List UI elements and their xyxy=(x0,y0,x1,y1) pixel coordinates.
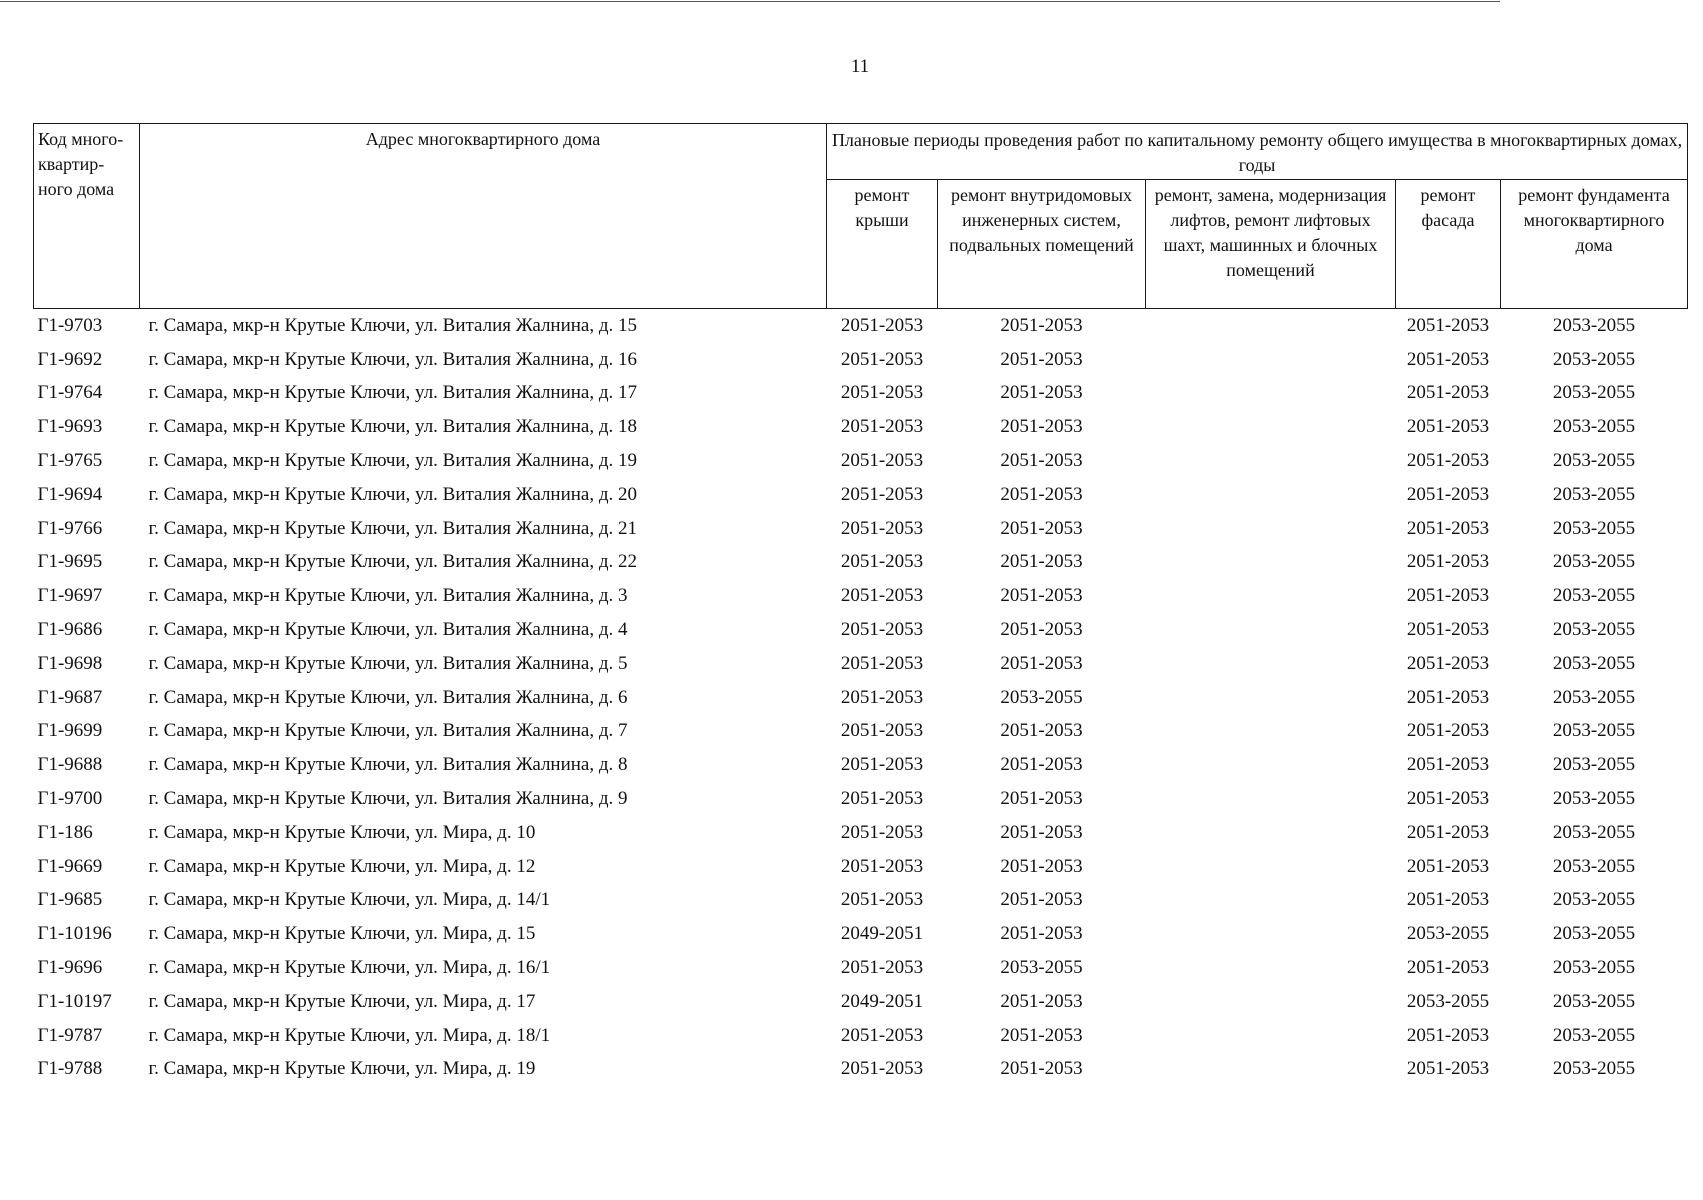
cell-roof: 2051-2053 xyxy=(840,855,924,877)
cell-address: г. Самара, мкр-н Крутые Ключи, ул. Виталия Жалнина, д. 19 xyxy=(148,450,638,472)
cell-foundation: 2053-2055 xyxy=(1552,923,1636,945)
table-row xyxy=(34,748,1688,782)
cell-facade: 2051-2053 xyxy=(1406,551,1490,573)
header-address: Адрес многоквартирного дома xyxy=(140,124,827,309)
table-row xyxy=(34,512,1688,546)
cell-code: Г1-9766 xyxy=(37,517,103,539)
cell-roof: 2051-2053 xyxy=(840,585,924,607)
cell-address: г. Самара, мкр-н Крутые Ключи, ул. Мира, д. 12 xyxy=(148,855,536,877)
cell-foundation: 2053-2055 xyxy=(1552,619,1636,641)
table-header xyxy=(34,124,1688,309)
cell-engineering: 2051-2053 xyxy=(1000,1024,1083,1046)
cell-facade: 2051-2053 xyxy=(1406,788,1490,810)
header-facade: ремонт фасада xyxy=(1396,180,1501,309)
cell-roof: 2051-2053 xyxy=(840,619,924,641)
cell-engineering: 2053-2055 xyxy=(1000,686,1083,708)
cell-elevators xyxy=(1146,444,1396,478)
cell-elevators xyxy=(1146,377,1396,411)
cell-code: Г1-9698 xyxy=(37,652,103,674)
cell-foundation: 2053-2055 xyxy=(1552,348,1636,370)
cell-facade: 2051-2053 xyxy=(1406,652,1490,674)
cell-code: Г1-9788 xyxy=(37,1058,103,1080)
cell-roof: 2051-2053 xyxy=(840,416,924,438)
header-elevators: ремонт, замена, модернизация лифтов, ремонт лифтовых шахт, машинных и блочных помещений xyxy=(1146,180,1396,309)
cell-engineering: 2051-2053 xyxy=(1000,990,1083,1012)
cell-address: г. Самара, мкр-н Крутые Ключи, ул. Виталия Жалнина, д. 4 xyxy=(148,619,628,641)
page-number: 11 xyxy=(850,56,870,77)
cell-address: г. Самара, мкр-н Крутые Ключи, ул. Виталия Жалнина, д. 17 xyxy=(148,382,638,404)
cell-foundation: 2053-2055 xyxy=(1552,517,1636,539)
cell-foundation: 2053-2055 xyxy=(1552,314,1636,336)
cell-foundation: 2053-2055 xyxy=(1552,416,1636,438)
cell-engineering: 2051-2053 xyxy=(1000,788,1083,810)
cell-facade: 2051-2053 xyxy=(1406,1058,1490,1080)
cell-foundation: 2053-2055 xyxy=(1552,1058,1636,1080)
table-row xyxy=(34,1019,1688,1053)
cell-code: Г1-9700 xyxy=(37,788,103,810)
cell-address: г. Самара, мкр-н Крутые Ключи, ул. Виталия Жалнина, д. 6 xyxy=(148,686,628,708)
cell-elevators xyxy=(1146,343,1396,377)
cell-code: Г1-9765 xyxy=(37,450,103,472)
repair-schedule-table xyxy=(33,123,1688,1086)
cell-foundation: 2053-2055 xyxy=(1552,551,1636,573)
table-body xyxy=(34,309,1688,1087)
cell-foundation: 2053-2055 xyxy=(1552,686,1636,708)
table-row xyxy=(34,647,1688,681)
cell-roof: 2051-2053 xyxy=(840,450,924,472)
cell-address: г. Самара, мкр-н Крутые Ключи, ул. Виталия Жалнина, д. 9 xyxy=(148,788,628,810)
cell-roof: 2051-2053 xyxy=(840,551,924,573)
cell-code: Г1-9787 xyxy=(37,1024,103,1046)
cell-elevators xyxy=(1146,884,1396,918)
cell-code: Г1-9699 xyxy=(37,720,103,742)
table-row xyxy=(34,377,1688,411)
cell-engineering: 2051-2053 xyxy=(1000,483,1083,505)
cell-facade: 2051-2053 xyxy=(1406,720,1490,742)
cell-code: Г1-9688 xyxy=(37,754,103,776)
cell-facade: 2051-2053 xyxy=(1406,619,1490,641)
cell-foundation: 2053-2055 xyxy=(1552,483,1636,505)
table-row xyxy=(34,951,1688,985)
table-row xyxy=(34,1053,1688,1087)
cell-elevators xyxy=(1146,816,1396,850)
table-row xyxy=(34,782,1688,816)
table-row xyxy=(34,884,1688,918)
cell-roof: 2051-2053 xyxy=(840,889,924,911)
cell-engineering: 2051-2053 xyxy=(1000,720,1083,742)
cell-address: г. Самара, мкр-н Крутые Ключи, ул. Виталия Жалнина, д. 5 xyxy=(148,652,628,674)
cell-elevators xyxy=(1146,850,1396,884)
cell-engineering: 2051-2053 xyxy=(1000,314,1083,336)
top-rule xyxy=(0,1,1500,2)
cell-engineering: 2053-2055 xyxy=(1000,957,1083,979)
cell-code: Г1-9696 xyxy=(37,957,103,979)
cell-foundation: 2053-2055 xyxy=(1552,754,1636,776)
cell-engineering: 2051-2053 xyxy=(1000,450,1083,472)
table-row xyxy=(34,579,1688,613)
cell-facade: 2051-2053 xyxy=(1406,416,1490,438)
cell-code: Г1-9694 xyxy=(37,483,103,505)
cell-foundation: 2053-2055 xyxy=(1552,821,1636,843)
cell-code: Г1-9697 xyxy=(37,585,103,607)
header-row-top xyxy=(34,124,1688,180)
header-roof: ремонт крыши xyxy=(827,180,938,309)
cell-roof: 2051-2053 xyxy=(840,652,924,674)
cell-engineering: 2051-2053 xyxy=(1000,416,1083,438)
cell-elevators xyxy=(1146,951,1396,985)
cell-address: г. Самара, мкр-н Крутые Ключи, ул. Виталия Жалнина, д. 22 xyxy=(148,551,638,573)
cell-foundation: 2053-2055 xyxy=(1552,382,1636,404)
cell-code: Г1-9687 xyxy=(37,686,103,708)
cell-elevators xyxy=(1146,681,1396,715)
cell-engineering: 2051-2053 xyxy=(1000,1058,1083,1080)
cell-facade: 2053-2055 xyxy=(1406,923,1490,945)
cell-roof: 2051-2053 xyxy=(840,517,924,539)
cell-foundation: 2053-2055 xyxy=(1552,720,1636,742)
cell-address: г. Самара, мкр-н Крутые Ключи, ул. Виталия Жалнина, д. 3 xyxy=(148,585,628,607)
cell-facade: 2051-2053 xyxy=(1406,821,1490,843)
cell-elevators xyxy=(1146,546,1396,580)
cell-facade: 2051-2053 xyxy=(1406,483,1490,505)
table-row xyxy=(34,309,1688,343)
cell-roof: 2051-2053 xyxy=(840,1024,924,1046)
table-row xyxy=(34,985,1688,1019)
cell-foundation: 2053-2055 xyxy=(1552,855,1636,877)
cell-foundation: 2053-2055 xyxy=(1552,652,1636,674)
table-row xyxy=(34,850,1688,884)
cell-foundation: 2053-2055 xyxy=(1552,957,1636,979)
cell-address: г. Самара, мкр-н Крутые Ключи, ул. Мира, д. 18/1 xyxy=(148,1024,551,1046)
cell-facade: 2051-2053 xyxy=(1406,450,1490,472)
cell-address: г. Самара, мкр-н Крутые Ключи, ул. Виталия Жалнина, д. 20 xyxy=(148,483,638,505)
cell-roof: 2051-2053 xyxy=(840,1058,924,1080)
cell-address: г. Самара, мкр-н Крутые Ключи, ул. Мира, д. 16/1 xyxy=(148,957,551,979)
cell-address: г. Самара, мкр-н Крутые Ключи, ул. Виталия Жалнина, д. 16 xyxy=(148,348,638,370)
cell-elevators xyxy=(1146,985,1396,1019)
cell-engineering: 2051-2053 xyxy=(1000,821,1083,843)
cell-code: Г1-9693 xyxy=(37,416,103,438)
cell-elevators xyxy=(1146,478,1396,512)
cell-roof: 2051-2053 xyxy=(840,686,924,708)
table-row xyxy=(34,715,1688,749)
table-row xyxy=(34,613,1688,647)
cell-roof: 2051-2053 xyxy=(840,314,924,336)
cell-facade: 2051-2053 xyxy=(1406,1024,1490,1046)
cell-facade: 2051-2053 xyxy=(1406,889,1490,911)
cell-roof: 2051-2053 xyxy=(840,821,924,843)
cell-roof: 2051-2053 xyxy=(840,754,924,776)
cell-facade: 2051-2053 xyxy=(1406,686,1490,708)
table-row xyxy=(34,444,1688,478)
cell-address: г. Самара, мкр-н Крутые Ключи, ул. Виталия Жалнина, д. 21 xyxy=(148,517,638,539)
cell-address: г. Самара, мкр-н Крутые Ключи, ул. Мира, д. 15 xyxy=(148,923,536,945)
cell-foundation: 2053-2055 xyxy=(1552,450,1636,472)
cell-code: Г1-9686 xyxy=(37,619,103,641)
cell-elevators xyxy=(1146,1053,1396,1087)
cell-engineering: 2051-2053 xyxy=(1000,585,1083,607)
cell-elevators xyxy=(1146,917,1396,951)
table-row xyxy=(34,410,1688,444)
cell-code: Г1-9685 xyxy=(37,889,103,911)
cell-engineering: 2051-2053 xyxy=(1000,652,1083,674)
cell-code: Г1-9669 xyxy=(37,855,103,877)
table-row xyxy=(34,917,1688,951)
header-foundation: ремонт фундамента многоквартирного дома xyxy=(1501,180,1688,309)
cell-engineering: 2051-2053 xyxy=(1000,551,1083,573)
cell-roof: 2051-2053 xyxy=(840,788,924,810)
table-row xyxy=(34,816,1688,850)
cell-facade: 2051-2053 xyxy=(1406,585,1490,607)
cell-address: г. Самара, мкр-н Крутые Ключи, ул. Виталия Жалнина, д. 8 xyxy=(148,754,628,776)
header-planned-periods: Плановые периоды проведения работ по капитальному ремонту общего имущества в многоквартирных домах, годы xyxy=(827,124,1688,180)
cell-facade: 2053-2055 xyxy=(1406,990,1490,1012)
cell-code: Г1-10197 xyxy=(37,990,112,1012)
cell-address: г. Самара, мкр-н Крутые Ключи, ул. Виталия Жалнина, д. 15 xyxy=(148,314,638,336)
table-row xyxy=(34,343,1688,377)
cell-engineering: 2051-2053 xyxy=(1000,889,1083,911)
cell-elevators xyxy=(1146,410,1396,444)
cell-elevators xyxy=(1146,715,1396,749)
table-row xyxy=(34,681,1688,715)
cell-roof: 2051-2053 xyxy=(840,382,924,404)
cell-address: г. Самара, мкр-н Крутые Ключи, ул. Виталия Жалнина, д. 18 xyxy=(148,416,638,438)
cell-code: Г1-9703 xyxy=(37,314,103,336)
cell-facade: 2051-2053 xyxy=(1406,957,1490,979)
cell-elevators xyxy=(1146,782,1396,816)
cell-roof: 2049-2051 xyxy=(840,923,924,945)
cell-address: г. Самара, мкр-н Крутые Ключи, ул. Виталия Жалнина, д. 7 xyxy=(148,720,628,742)
cell-facade: 2051-2053 xyxy=(1406,382,1490,404)
cell-roof: 2051-2053 xyxy=(840,348,924,370)
cell-code: Г1-9695 xyxy=(37,551,103,573)
cell-roof: 2051-2053 xyxy=(840,720,924,742)
cell-elevators xyxy=(1146,1019,1396,1053)
cell-facade: 2051-2053 xyxy=(1406,348,1490,370)
cell-code: Г1-10196 xyxy=(37,923,112,945)
table-row xyxy=(34,546,1688,580)
cell-elevators xyxy=(1146,647,1396,681)
cell-address: г. Самара, мкр-н Крутые Ключи, ул. Мира, д. 19 xyxy=(148,1058,536,1080)
cell-facade: 2051-2053 xyxy=(1406,517,1490,539)
cell-facade: 2051-2053 xyxy=(1406,314,1490,336)
cell-foundation: 2053-2055 xyxy=(1552,1024,1636,1046)
cell-roof: 2049-2051 xyxy=(840,990,924,1012)
cell-foundation: 2053-2055 xyxy=(1552,788,1636,810)
cell-foundation: 2053-2055 xyxy=(1552,990,1636,1012)
cell-address: г. Самара, мкр-н Крутые Ключи, ул. Мира, д. 17 xyxy=(148,990,536,1012)
cell-address: г. Самара, мкр-н Крутые Ключи, ул. Мира, д. 14/1 xyxy=(148,889,551,911)
cell-code: Г1-186 xyxy=(37,821,93,843)
repair-schedule-table-container xyxy=(33,123,1687,1086)
cell-elevators xyxy=(1146,613,1396,647)
cell-engineering: 2051-2053 xyxy=(1000,923,1083,945)
cell-address: г. Самара, мкр-н Крутые Ключи, ул. Мира, д. 10 xyxy=(148,821,536,843)
cell-roof: 2051-2053 xyxy=(840,483,924,505)
cell-code: Г1-9692 xyxy=(37,348,103,370)
cell-foundation: 2053-2055 xyxy=(1552,889,1636,911)
cell-engineering: 2051-2053 xyxy=(1000,348,1083,370)
cell-elevators xyxy=(1146,748,1396,782)
cell-engineering: 2051-2053 xyxy=(1000,619,1083,641)
header-code: Код много-квартир-ного дома xyxy=(34,124,140,309)
cell-foundation: 2053-2055 xyxy=(1552,585,1636,607)
header-engineering: ремонт внутридомовых инженерных систем, подвальных помещений xyxy=(938,180,1146,309)
cell-engineering: 2051-2053 xyxy=(1000,517,1083,539)
table-row xyxy=(34,478,1688,512)
cell-facade: 2051-2053 xyxy=(1406,754,1490,776)
cell-engineering: 2051-2053 xyxy=(1000,855,1083,877)
cell-engineering: 2051-2053 xyxy=(1000,754,1083,776)
cell-elevators xyxy=(1146,309,1396,343)
cell-code: Г1-9764 xyxy=(37,382,103,404)
cell-elevators xyxy=(1146,512,1396,546)
cell-elevators xyxy=(1146,579,1396,613)
cell-engineering: 2051-2053 xyxy=(1000,382,1083,404)
cell-facade: 2051-2053 xyxy=(1406,855,1490,877)
cell-roof: 2051-2053 xyxy=(840,957,924,979)
